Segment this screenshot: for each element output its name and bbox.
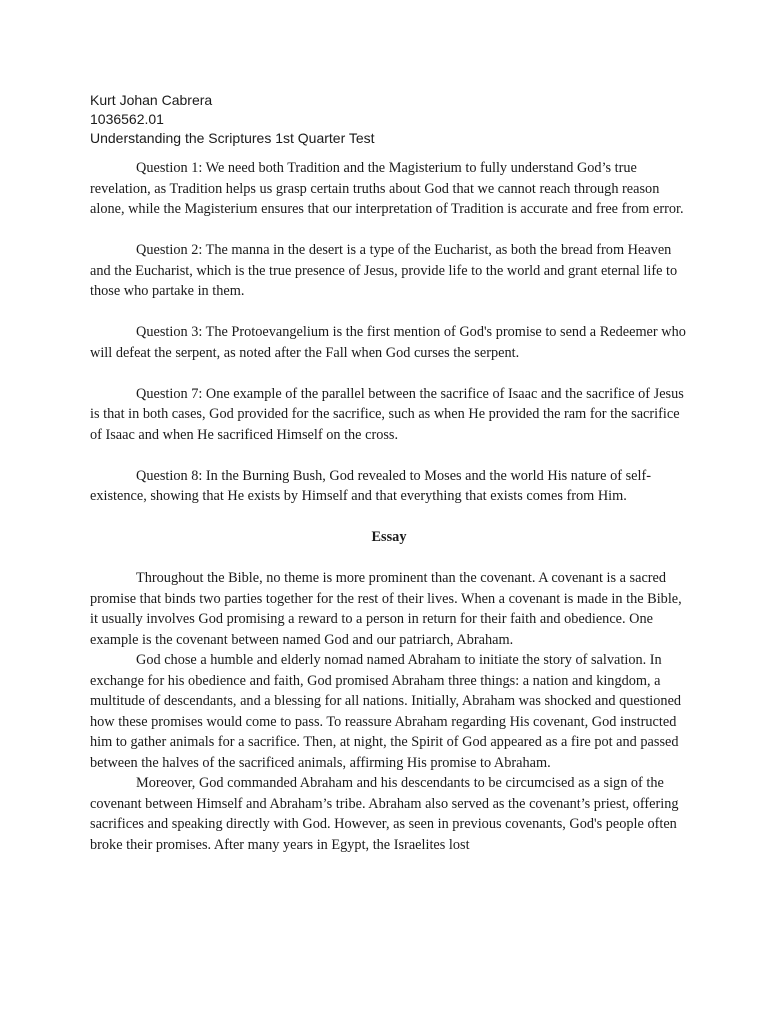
answer-question-3: Question 3: The Protoevangelium is the first mention of God's promise to send a Redeemer who will defeat the serpent, as noted after the Fall when God curses the serpent. xyxy=(90,324,686,361)
answer-question-2: Question 2: The manna in the desert is a type of the Eucharist, as both the bread from Heaven and the Eucharist, which is the true presence of Jesus, provide life to the world and grant eternal life to those who partake in them. xyxy=(90,242,678,299)
short-answers xyxy=(90,158,688,507)
test-title: Understanding the Scriptures 1st Quarter Test xyxy=(90,130,375,146)
essay-paragraph: Throughout the Bible, no theme is more prominent than the covenant. A covenant is a sacred promise that binds two parties together for the rest of their lives. When a covenant is made in the Bible, it usually involves God promising a reward to a person in return for their faith and obedience. One example is the covenant between named God and our patriarch, Abraham. xyxy=(90,570,682,648)
student-id: 1036562.01 xyxy=(90,111,164,127)
document-header xyxy=(90,91,688,148)
essay-title: Essay xyxy=(371,529,407,545)
answer-question-8: Question 8: In the Burning Bush, God revealed to Moses and the world His nature of self-existence, showing that He exists by Himself and that everything that exists comes from Him. xyxy=(90,467,651,504)
essay-paragraph: Moreover, God commanded Abraham and his descendants to be circumcised as a sign of the covenant between Himself and Abraham’s tribe. Abraham also served as the covenant’s priest, offering sacrifices and speaking directly with God. However, as seen in previous covenants, God's people often broke their promises. After many years in Egypt, the Israelites lost xyxy=(90,775,679,853)
essay-paragraph: God chose a humble and elderly nomad named Abraham to initiate the story of salvation. In exchange for his obedience and faith, God promised Abraham three things: a nation and kingdom, a multitude of descendants, and a blessing for all nations. Initially, Abraham was shocked and questioned how these promises would come to pass. To reassure Abraham regarding His covenant, God instructed him to gather animals for a sacrifice. Then, at night, the Spirit of God appeared as a fire pot and passed between the halves of the sacrificed animals, affirming His promise to Abraham. xyxy=(90,652,682,771)
essay-section xyxy=(90,527,688,855)
answer-question-1: Question 1: We need both Tradition and the Magisterium to fully understand God’s true revelation, as Tradition helps us grasp certain truths about God that we cannot reach through reason alone, while the Magisterium ensures that our interpretation of Tradition is accurate and free from error. xyxy=(90,160,684,217)
answer-question-7: Question 7: One example of the parallel between the sacrifice of Isaac and the sacrifice of Jesus is that in both cases, God provided for the sacrifice, such as when He provided the ram for the sacrifice of Isaac and when He sacrificed Himself on the cross. xyxy=(90,385,684,443)
student-name: Kurt Johan Cabrera xyxy=(90,92,213,108)
